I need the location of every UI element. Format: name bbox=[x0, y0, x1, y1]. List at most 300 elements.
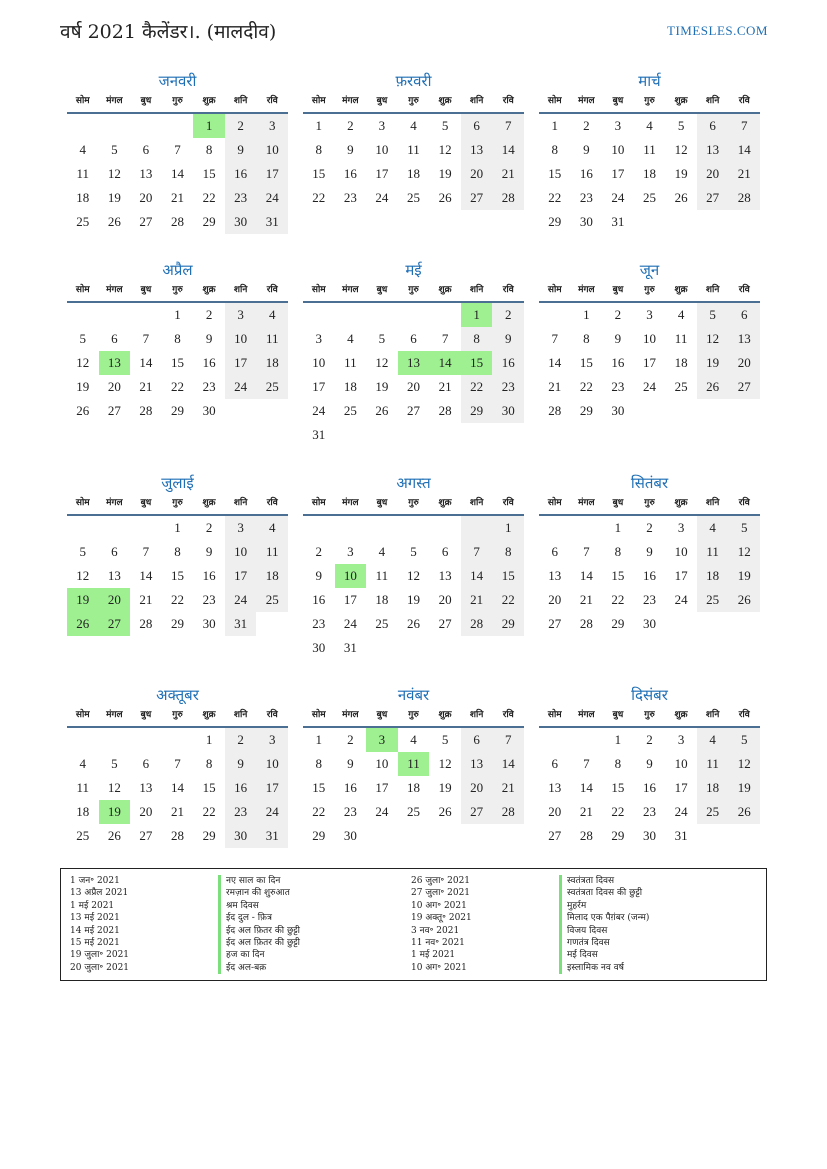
weekend-day-cell: 18 bbox=[697, 776, 729, 800]
weekend-day-cell: 24 bbox=[256, 186, 288, 210]
holiday-entry: 1 मई 2021 bbox=[70, 900, 115, 911]
weekend-day-cell: 6 bbox=[461, 728, 493, 752]
empty-cell bbox=[162, 114, 194, 138]
weekend-day-cell: 9 bbox=[492, 327, 524, 351]
weekday-label: बुध bbox=[376, 710, 388, 720]
month-block bbox=[67, 70, 288, 234]
day-cell: 24 bbox=[312, 403, 326, 418]
day-cell: 16 bbox=[611, 355, 625, 370]
holiday-day-cell: 10 bbox=[335, 564, 367, 588]
day-cell: 12 bbox=[674, 142, 688, 157]
weekday-label: बुध bbox=[376, 285, 388, 295]
day-cell: 21 bbox=[170, 190, 184, 205]
weekend-day-cell: 25 bbox=[697, 800, 729, 824]
day-cell: 8 bbox=[583, 331, 590, 346]
weekend-day-cell: 29 bbox=[492, 612, 524, 636]
empty-cell bbox=[335, 303, 367, 327]
day-cell: 23 bbox=[343, 190, 357, 205]
weekend-day-cell: 10 bbox=[256, 752, 288, 776]
day-cell: 12 bbox=[406, 568, 420, 583]
weekday-header bbox=[67, 706, 288, 728]
weekend-day-cell: 9 bbox=[225, 138, 257, 162]
weekday-label: गुरु bbox=[408, 96, 419, 106]
holiday-entry: 27 जुला॰ 2021 bbox=[411, 888, 471, 899]
day-cell: 15 bbox=[202, 166, 216, 181]
weekend-day-cell: 25 bbox=[256, 375, 288, 399]
day-cell: 12 bbox=[76, 355, 90, 370]
weekend-day-cell: 2 bbox=[225, 114, 257, 138]
day-cell: 3 bbox=[347, 544, 354, 559]
weekend-day-cell: 13 bbox=[697, 138, 729, 162]
day-cell: 20 bbox=[548, 804, 562, 819]
weekday-label: शनि bbox=[233, 710, 248, 720]
weekday-label: शुक्र bbox=[438, 498, 452, 508]
day-cell: 28 bbox=[548, 403, 562, 418]
weekend-day-cell: 11 bbox=[697, 752, 729, 776]
empty-cell bbox=[539, 516, 571, 540]
day-cell: 24 bbox=[375, 804, 389, 819]
day-cell: 9 bbox=[646, 756, 653, 771]
weekend-day-cell: 21 bbox=[728, 162, 760, 186]
weekend-day-cell: 13 bbox=[728, 327, 760, 351]
empty-cell bbox=[99, 728, 131, 752]
day-cell: 21 bbox=[579, 804, 593, 819]
weekday-label: गुरु bbox=[644, 96, 655, 106]
day-cell: 6 bbox=[410, 331, 417, 346]
day-cell: 22 bbox=[312, 190, 326, 205]
day-cell: 2 bbox=[583, 118, 590, 133]
weekday-label: सोम bbox=[311, 498, 326, 508]
day-cell: 3 bbox=[614, 118, 622, 133]
day-cell: 8 bbox=[551, 142, 559, 157]
empty-cell bbox=[67, 728, 99, 752]
weekday-label: शुक्र bbox=[674, 498, 688, 508]
day-grid bbox=[539, 516, 760, 636]
weekday-label: मंगल bbox=[578, 498, 595, 508]
holiday-entry: ईद अल फ़ितर की छुट्टी bbox=[218, 925, 300, 937]
empty-cell bbox=[571, 728, 603, 752]
holiday-entry: विजय दिवस bbox=[559, 925, 649, 937]
weekend-day-cell: 26 bbox=[728, 588, 760, 612]
day-grid bbox=[67, 728, 288, 848]
weekday-label: शनि bbox=[233, 498, 248, 508]
weekday-label: शनि bbox=[233, 285, 248, 295]
weekend-day-cell: 20 bbox=[461, 162, 493, 186]
weekday-label: सोम bbox=[547, 96, 562, 106]
month-block bbox=[303, 70, 524, 210]
weekday-label: सोम bbox=[75, 498, 90, 508]
day-cell: 18 bbox=[76, 190, 90, 205]
weekday-label: बुध bbox=[612, 710, 624, 720]
day-cell: 9 bbox=[347, 142, 354, 157]
day-cell: 17 bbox=[611, 166, 625, 181]
holiday-entry: रमज़ान की शुरुआत bbox=[218, 887, 300, 899]
day-cell: 20 bbox=[438, 592, 452, 607]
day-cell: 2 bbox=[205, 520, 213, 535]
day-cell: 15 bbox=[579, 355, 593, 370]
weekday-label: मंगल bbox=[106, 710, 123, 720]
holiday-entry: 1 मई 2021 bbox=[411, 950, 456, 961]
day-cell: 27 bbox=[548, 828, 562, 843]
day-cell: 25 bbox=[406, 190, 420, 205]
day-cell: 22 bbox=[202, 804, 216, 819]
weekday-label: मंगल bbox=[106, 285, 123, 295]
empty-cell bbox=[539, 303, 571, 327]
day-cell: 28 bbox=[170, 214, 184, 229]
weekend-day-cell: 14 bbox=[728, 138, 760, 162]
holiday-day-cell: 20 bbox=[99, 588, 131, 612]
day-cell: 26 bbox=[107, 828, 121, 843]
day-cell: 23 bbox=[611, 379, 625, 394]
day-cell: 3 bbox=[378, 118, 386, 133]
weekday-label: रवि bbox=[266, 498, 278, 508]
weekend-day-cell: 14 bbox=[492, 752, 524, 776]
weekend-day-cell: 29 bbox=[461, 399, 493, 423]
weekday-label: रवि bbox=[266, 710, 278, 720]
weekday-label: सोम bbox=[75, 96, 90, 106]
weekend-day-cell: 5 bbox=[697, 303, 729, 327]
weekday-label: बुध bbox=[140, 96, 152, 106]
weekday-label: शनि bbox=[469, 96, 484, 106]
month-block bbox=[303, 472, 524, 660]
weekend-day-cell: 16 bbox=[225, 162, 257, 186]
weekday-header bbox=[67, 92, 288, 114]
day-cell: 18 bbox=[642, 166, 656, 181]
weekday-label: सोम bbox=[547, 710, 562, 720]
day-cell: 1 bbox=[551, 118, 559, 133]
day-cell: 28 bbox=[139, 403, 153, 418]
day-cell: 16 bbox=[202, 568, 216, 583]
weekend-day-cell: 7 bbox=[492, 114, 524, 138]
weekday-label: सोम bbox=[311, 96, 326, 106]
day-cell: 17 bbox=[674, 780, 688, 795]
day-cell: 8 bbox=[205, 142, 213, 157]
day-cell: 19 bbox=[107, 190, 121, 205]
day-cell: 6 bbox=[111, 331, 118, 346]
empty-cell bbox=[99, 114, 131, 138]
day-cell: 20 bbox=[548, 592, 562, 607]
day-cell: 12 bbox=[107, 166, 121, 181]
day-cell: 25 bbox=[76, 214, 90, 229]
weekend-day-cell: 24 bbox=[225, 375, 257, 399]
holiday-entry: 3 नव॰ 2021 bbox=[411, 925, 460, 936]
empty-cell bbox=[429, 516, 461, 540]
weekday-label: मंगल bbox=[578, 96, 595, 106]
day-cell: 11 bbox=[344, 355, 357, 370]
weekday-label: शनि bbox=[469, 710, 484, 720]
day-cell: 8 bbox=[614, 756, 622, 771]
weekend-day-cell: 18 bbox=[697, 564, 729, 588]
day-grid bbox=[303, 303, 524, 447]
weekend-day-cell: 16 bbox=[492, 351, 524, 375]
weekend-day-cell: 4 bbox=[256, 516, 288, 540]
weekday-label: शुक्र bbox=[674, 710, 688, 720]
weekday-label: शुक्र bbox=[674, 96, 688, 106]
day-cell: 28 bbox=[579, 828, 593, 843]
day-cell: 17 bbox=[642, 355, 656, 370]
page-title: वर्ष 2021 कैलेंडर।. (मालदीव) bbox=[60, 21, 277, 43]
holiday-entry: मिलाद एक पैग़ंबर (जन्म) bbox=[559, 912, 649, 924]
holiday-entry: नए साल का दिन bbox=[218, 875, 300, 887]
day-cell: 10 bbox=[611, 142, 625, 157]
day-cell: 8 bbox=[315, 142, 323, 157]
day-cell: 23 bbox=[343, 804, 357, 819]
day-cell: 12 bbox=[438, 756, 452, 771]
day-cell: 7 bbox=[583, 756, 590, 771]
weekend-day-cell: 24 bbox=[225, 588, 257, 612]
weekend-day-cell: 22 bbox=[492, 588, 524, 612]
weekend-day-cell: 2 bbox=[225, 728, 257, 752]
day-cell: 4 bbox=[347, 331, 354, 346]
holiday-entry: 1 जन॰ 2021 bbox=[70, 876, 120, 886]
day-cell: 14 bbox=[548, 355, 562, 370]
weekend-day-cell: 11 bbox=[256, 540, 288, 564]
weekend-day-cell: 17 bbox=[225, 564, 257, 588]
day-grid bbox=[539, 114, 760, 234]
month-name: जनवरी bbox=[158, 72, 197, 90]
weekday-label: सोम bbox=[75, 285, 90, 295]
day-cell: 6 bbox=[441, 544, 449, 559]
day-cell: 15 bbox=[170, 355, 184, 370]
empty-cell bbox=[130, 114, 162, 138]
weekday-label: सोम bbox=[311, 285, 326, 295]
weekend-day-cell: 5 bbox=[728, 516, 760, 540]
day-cell: 29 bbox=[312, 828, 326, 843]
day-cell: 14 bbox=[579, 780, 593, 795]
weekday-header bbox=[539, 92, 760, 114]
weekend-day-cell: 27 bbox=[728, 375, 760, 399]
weekday-label: गुरु bbox=[644, 710, 655, 720]
weekday-label: बुध bbox=[376, 498, 388, 508]
day-cell: 26 bbox=[76, 403, 90, 418]
day-cell: 8 bbox=[614, 544, 622, 559]
weekend-day-cell: 6 bbox=[728, 303, 760, 327]
weekday-header bbox=[303, 494, 524, 516]
day-cell: 16 bbox=[642, 780, 656, 795]
day-cell: 27 bbox=[107, 403, 121, 418]
day-cell: 14 bbox=[579, 568, 593, 583]
weekday-label: शुक्र bbox=[202, 498, 216, 508]
weekend-day-cell: 31 bbox=[225, 612, 257, 636]
holiday-day-cell: 15 bbox=[461, 351, 493, 375]
day-cell: 10 bbox=[312, 355, 326, 370]
weekend-day-cell: 26 bbox=[697, 375, 729, 399]
day-cell: 8 bbox=[174, 544, 181, 559]
day-cell: 25 bbox=[76, 828, 90, 843]
day-cell: 1 bbox=[315, 732, 323, 747]
day-cell: 28 bbox=[139, 616, 153, 631]
day-cell: 4 bbox=[378, 544, 386, 559]
holiday-names-right bbox=[559, 875, 649, 974]
day-cell: 21 bbox=[139, 379, 153, 394]
weekend-day-cell: 11 bbox=[256, 327, 288, 351]
site-link[interactable]: TIMESLES.COM bbox=[667, 23, 768, 38]
weekday-label: शनि bbox=[705, 710, 720, 720]
weekend-day-cell: 3 bbox=[225, 516, 257, 540]
day-cell: 27 bbox=[139, 214, 153, 229]
weekend-day-cell: 28 bbox=[492, 800, 524, 824]
weekday-header bbox=[67, 494, 288, 516]
day-cell: 5 bbox=[441, 118, 449, 133]
day-cell: 15 bbox=[611, 780, 625, 795]
day-cell: 11 bbox=[674, 331, 688, 346]
month-block bbox=[539, 259, 760, 423]
holiday-entry: स्वतंत्रता दिवस bbox=[559, 875, 649, 887]
holiday-day-cell: 3 bbox=[366, 728, 398, 752]
day-cell: 9 bbox=[646, 544, 653, 559]
weekday-label: गुरु bbox=[644, 285, 655, 295]
weekday-label: रवि bbox=[738, 285, 750, 295]
weekend-day-cell: 14 bbox=[461, 564, 493, 588]
holiday-day-cell: 19 bbox=[67, 588, 99, 612]
weekday-label: मंगल bbox=[106, 498, 123, 508]
day-cell: 27 bbox=[406, 403, 420, 418]
day-cell: 23 bbox=[579, 190, 593, 205]
weekday-label: बुध bbox=[612, 285, 624, 295]
day-cell: 5 bbox=[111, 142, 118, 157]
day-cell: 2 bbox=[646, 520, 653, 535]
weekday-label: शुक्र bbox=[202, 96, 216, 106]
weekend-day-cell: 4 bbox=[256, 303, 288, 327]
day-cell: 5 bbox=[79, 331, 87, 346]
day-cell: 15 bbox=[170, 568, 184, 583]
day-cell: 5 bbox=[410, 544, 417, 559]
day-grid bbox=[539, 303, 760, 423]
day-cell: 22 bbox=[579, 379, 593, 394]
day-cell: 24 bbox=[343, 616, 357, 631]
day-cell: 30 bbox=[202, 616, 216, 631]
day-cell: 1 bbox=[614, 732, 622, 747]
weekend-day-cell: 6 bbox=[697, 114, 729, 138]
day-cell: 19 bbox=[375, 379, 389, 394]
month-name: जून bbox=[639, 261, 660, 279]
day-cell: 7 bbox=[142, 331, 150, 346]
day-cell: 22 bbox=[170, 379, 184, 394]
weekday-header bbox=[539, 494, 760, 516]
weekday-label: बुध bbox=[140, 498, 152, 508]
day-cell: 18 bbox=[375, 592, 389, 607]
weekend-day-cell: 19 bbox=[728, 564, 760, 588]
day-grid bbox=[67, 114, 288, 234]
day-cell: 30 bbox=[202, 403, 216, 418]
day-cell: 23 bbox=[202, 379, 216, 394]
day-cell: 19 bbox=[438, 166, 452, 181]
day-cell: 7 bbox=[583, 544, 590, 559]
weekday-label: मंगल bbox=[342, 710, 359, 720]
weekend-day-cell: 2 bbox=[492, 303, 524, 327]
weekend-day-cell: 15 bbox=[492, 564, 524, 588]
day-cell: 2 bbox=[646, 732, 653, 747]
day-cell: 30 bbox=[642, 616, 656, 631]
weekday-label: रवि bbox=[502, 710, 514, 720]
weekday-label: मंगल bbox=[342, 285, 359, 295]
weekend-day-cell: 21 bbox=[461, 588, 493, 612]
day-cell: 20 bbox=[139, 190, 153, 205]
weekend-day-cell: 3 bbox=[256, 728, 288, 752]
month-name: फ़रवरी bbox=[395, 72, 432, 90]
weekend-day-cell: 21 bbox=[492, 162, 524, 186]
day-cell: 13 bbox=[139, 166, 153, 181]
holiday-entry: 13 अप्रैल 2021 bbox=[70, 888, 129, 899]
day-cell: 14 bbox=[139, 568, 153, 583]
empty-cell bbox=[303, 516, 335, 540]
day-cell: 3 bbox=[315, 331, 323, 346]
day-cell: 30 bbox=[611, 403, 625, 418]
day-cell: 25 bbox=[343, 403, 357, 418]
day-cell: 30 bbox=[642, 828, 656, 843]
day-cell: 14 bbox=[139, 355, 153, 370]
empty-cell bbox=[67, 516, 99, 540]
day-cell: 25 bbox=[406, 804, 420, 819]
day-cell: 21 bbox=[139, 592, 153, 607]
weekday-label: रवि bbox=[738, 710, 750, 720]
day-cell: 31 bbox=[611, 214, 625, 229]
day-cell: 20 bbox=[139, 804, 153, 819]
day-cell: 15 bbox=[202, 780, 216, 795]
holiday-names-left bbox=[218, 875, 300, 974]
month-block bbox=[539, 472, 760, 636]
month-block bbox=[303, 684, 524, 848]
weekend-day-cell: 30 bbox=[225, 824, 257, 848]
month-name: दिसंबर bbox=[631, 686, 668, 704]
day-cell: 27 bbox=[438, 616, 452, 631]
day-cell: 31 bbox=[343, 640, 357, 655]
holiday-day-cell: 13 bbox=[398, 351, 430, 375]
empty-cell bbox=[366, 303, 398, 327]
day-cell: 19 bbox=[438, 780, 452, 795]
day-cell: 1 bbox=[205, 732, 213, 747]
day-cell: 30 bbox=[312, 640, 326, 655]
weekend-day-cell: 18 bbox=[256, 351, 288, 375]
weekday-label: शनि bbox=[233, 96, 248, 106]
empty-cell bbox=[130, 303, 162, 327]
day-cell: 6 bbox=[551, 544, 559, 559]
day-cell: 1 bbox=[583, 307, 590, 322]
day-cell: 15 bbox=[312, 166, 326, 181]
month-block bbox=[303, 259, 524, 447]
day-cell: 19 bbox=[674, 166, 688, 181]
holiday-entry: 20 जुला॰ 2021 bbox=[70, 962, 130, 973]
day-cell: 29 bbox=[202, 214, 216, 229]
holiday-list bbox=[60, 868, 767, 981]
day-cell: 4 bbox=[410, 732, 417, 747]
day-cell: 15 bbox=[548, 166, 562, 181]
weekday-label: गुरु bbox=[408, 498, 419, 508]
day-cell: 11 bbox=[643, 142, 656, 157]
month-name: मई bbox=[405, 261, 422, 279]
day-cell: 11 bbox=[407, 142, 420, 157]
empty-cell bbox=[130, 516, 162, 540]
day-grid bbox=[67, 516, 288, 636]
day-cell: 27 bbox=[139, 828, 153, 843]
weekday-label: शनि bbox=[469, 498, 484, 508]
holiday-entry: मई दिवस bbox=[559, 949, 649, 961]
day-cell: 10 bbox=[674, 756, 688, 771]
weekday-label: सोम bbox=[311, 710, 326, 720]
empty-cell bbox=[398, 303, 430, 327]
holiday-entry: 19 जुला॰ 2021 bbox=[70, 950, 130, 961]
weekend-day-cell: 28 bbox=[492, 186, 524, 210]
day-cell: 5 bbox=[441, 732, 449, 747]
day-grid bbox=[67, 303, 288, 423]
day-cell: 12 bbox=[438, 142, 452, 157]
day-cell: 20 bbox=[406, 379, 420, 394]
day-cell: 14 bbox=[170, 166, 184, 181]
day-cell: 17 bbox=[674, 568, 688, 583]
day-cell: 16 bbox=[343, 780, 357, 795]
weekend-day-cell: 12 bbox=[728, 540, 760, 564]
weekend-day-cell: 26 bbox=[728, 800, 760, 824]
